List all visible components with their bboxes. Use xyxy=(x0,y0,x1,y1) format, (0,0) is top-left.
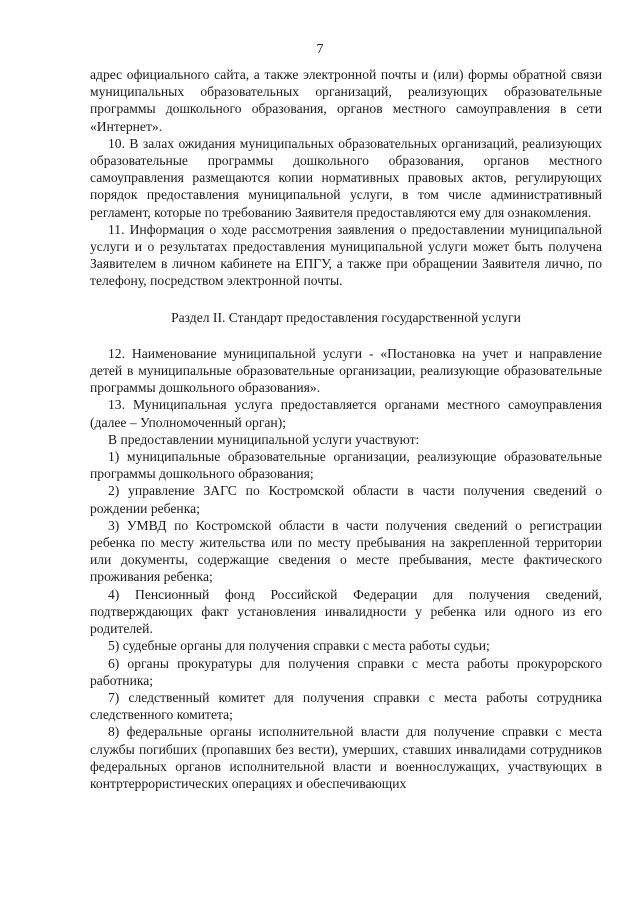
list-item-8: 8) федеральные органы исполнительной власти для получение справки с места службы погибших (пропавших без вести), умерших, ставших инвалидами сотрудников федеральных органов исполнительной власти и военнослужащих, участвующих в контртеррористических операциях и обеспечивающих xyxy=(90,724,602,791)
list-item-7: 7) следственный комитет для получения справки с места работы сотрудника следственного комитета; xyxy=(90,689,602,723)
document-body xyxy=(90,66,602,792)
list-item-3: 3) УМВД по Костромской области в части получения сведений о регистрации ребенка по месту жительства или по месту пребывания на закрепленной территории или документы, содержащие сведения о месте пребывания, месте фактического проживания ребенка; xyxy=(90,517,602,585)
paragraph-continuation: адрес официального сайта, а также электронной почты и (или) формы обратной связи муниципальных образовательных организаций, реализующих образовательные программы дошкольного образования, органов местного самоуправления в сети «Интернет». xyxy=(90,67,602,134)
list-item-6: 6) органы прокуратуры для получения справки с места работы прокурорского работника; xyxy=(90,655,602,688)
list-item-1: 1) муниципальные образовательные организации, реализующие образовательные программы дошкольного образования; xyxy=(90,449,602,482)
list-item-2: 2) управление ЗАГС по Костромской области в части получения сведений о рождении ребенка; xyxy=(90,483,602,516)
paragraph-participants: В предоставлении муниципальной услуги участвуют: xyxy=(108,431,420,447)
paragraph-11: 11. Информация о ходе рассмотрения заявления о предоставлении муниципальной услуги и о результатах предоставления муниципальной услуги может быть получена Заявителем в личном кабинете на ЕПГУ, а также при обращении Заявителя лично, по телефону, посредством электронной почты. xyxy=(90,221,602,289)
list-item-4: 4) Пенсионный фонд Российской Федерации для получения сведений, подтверждающих факт установления инвалидности у ребенка или одного из его родителей. xyxy=(90,586,602,637)
list-item-5: 5) судебные органы для получения справки с места работы судьи; xyxy=(108,638,490,654)
paragraph-12: 12. Наименование муниципальной услуги - «Постановка на учет и направление детей в муниципальные образовательные организации, реализующие образовательные программы дошкольного образования». xyxy=(90,345,602,396)
paragraph-10: 10. В залах ожидания муниципальных образовательных организаций, реализующих образовательные программы дошкольного образования, органов местного самоуправления размещаются копии нормативных правовых актов, регулирующих порядок предоставления муниципальной услуги, в том числе административный регламент, которые по требованию Заявителя предоставляются ему для ознакомления. xyxy=(90,135,602,220)
paragraph-13: 13. Муниципальная услуга предоставляется органами местного самоуправления (далее – Уполномоченный орган); xyxy=(90,397,602,430)
section-heading: Раздел II. Стандарт предоставления государственной услуги xyxy=(171,309,521,325)
page-number: 7 xyxy=(316,42,324,57)
